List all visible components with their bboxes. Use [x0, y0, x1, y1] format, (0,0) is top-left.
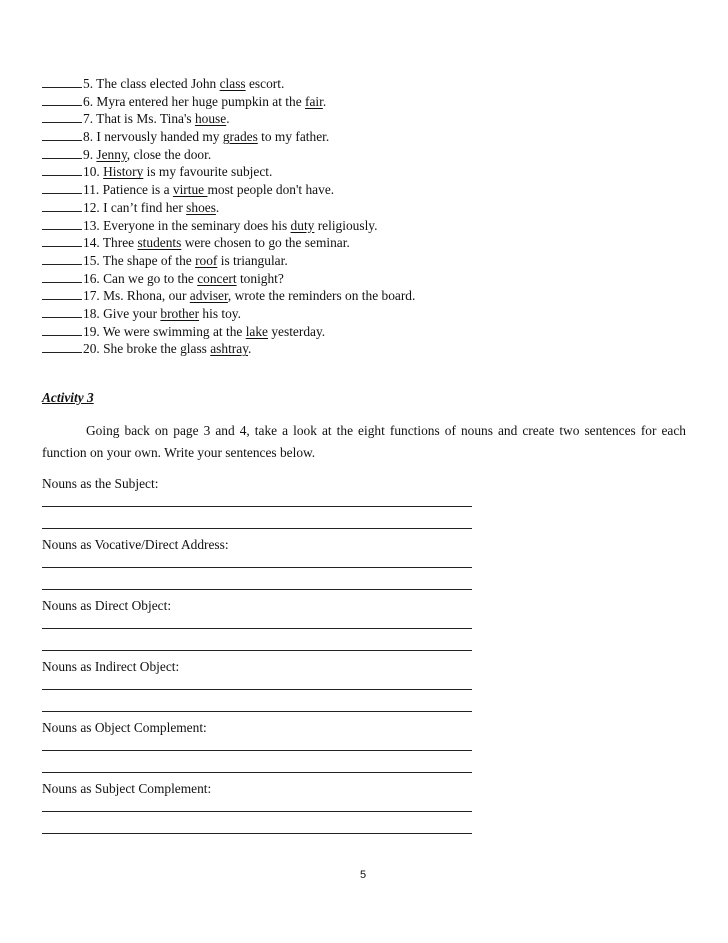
page-number: 5	[360, 869, 367, 881]
exercise-item: 12. I can’t find her shoes.	[42, 199, 692, 217]
section-label: Nouns as the Subject:	[42, 476, 159, 491]
writing-line[interactable]	[42, 750, 472, 751]
underlined-noun: lake	[245, 323, 269, 339]
exercise-item: 15. The shape of the roof is triangular.	[42, 252, 692, 270]
writing-line[interactable]	[42, 506, 472, 507]
writing-line[interactable]	[42, 833, 472, 834]
sentence-sections	[42, 475, 472, 841]
exercise-item: 18. Give your brother his toy.	[42, 305, 692, 323]
underlined-noun: fair	[305, 93, 323, 109]
section-label: Nouns as Direct Object:	[42, 598, 172, 613]
exercise-item: 9. Jenny, close the door.	[42, 146, 692, 164]
answer-blank[interactable]	[42, 323, 82, 336]
section-label: Nouns as Subject Complement:	[42, 781, 212, 796]
writing-line[interactable]	[42, 650, 472, 651]
writing-line[interactable]	[42, 772, 472, 773]
exercise-item: 6. Myra entered her huge pumpkin at the fair.	[42, 93, 692, 111]
section-object-complement	[42, 719, 472, 780]
exercise-item: 7. That is Ms. Tina's house.	[42, 110, 692, 128]
underlined-noun: concert	[197, 270, 237, 286]
exercise-item: 11. Patience is a virtue most people don't have.	[42, 181, 692, 199]
exercise-item: 13. Everyone in the seminary does his duty religiously.	[42, 217, 692, 235]
answer-blank[interactable]	[42, 340, 82, 353]
section-label: Nouns as Vocative/Direct Address:	[42, 537, 229, 552]
section-direct-object	[42, 597, 472, 658]
answer-blank[interactable]	[42, 287, 82, 300]
exercise-item: 20. She broke the glass ashtray.	[42, 340, 692, 358]
activity-title: Activity 3	[42, 390, 94, 405]
answer-blank[interactable]	[42, 93, 82, 106]
exercise-item: 14. Three students were chosen to go the seminar.	[42, 234, 692, 252]
exercise-item: 8. I nervously handed my grades to my father.	[42, 128, 692, 146]
writing-line[interactable]	[42, 528, 472, 529]
section-subject	[42, 475, 472, 536]
answer-blank[interactable]	[42, 270, 82, 283]
section-subject-complement	[42, 780, 472, 841]
answer-blank[interactable]	[42, 128, 82, 141]
underlined-noun: History	[103, 164, 144, 180]
underlined-noun: class	[219, 76, 246, 91]
activity-instructions: Going back on page 3 and 4, take a look at the eight functions of nouns and create two sentences for each function on your own. Write your sentences below.	[42, 423, 686, 460]
answer-blank[interactable]	[42, 234, 82, 247]
writing-line[interactable]	[42, 811, 472, 812]
answer-blank[interactable]	[42, 110, 82, 123]
writing-line[interactable]	[42, 711, 472, 712]
underlined-noun: ashtray	[210, 341, 249, 357]
section-label: Nouns as Indirect Object:	[42, 659, 180, 674]
underlined-noun: shoes	[186, 199, 216, 215]
underlined-noun: Jenny	[96, 146, 127, 162]
answer-blank[interactable]	[42, 75, 82, 88]
answer-blank[interactable]	[42, 199, 82, 212]
answer-blank[interactable]	[42, 252, 82, 265]
section-indirect-object	[42, 658, 472, 719]
underlined-noun: grades	[222, 129, 258, 145]
exercise-item: 17. Ms. Rhona, our adviser, wrote the reminders on the board.	[42, 287, 692, 305]
answer-blank[interactable]	[42, 305, 82, 318]
underlined-noun: brother	[160, 305, 200, 321]
answer-blank[interactable]	[42, 217, 82, 230]
writing-line[interactable]	[42, 689, 472, 690]
exercise-item: 16. Can we go to the concert tonight?	[42, 270, 692, 288]
underlined-noun: duty	[290, 217, 315, 233]
section-vocative	[42, 536, 472, 597]
section-label: Nouns as Object Complement:	[42, 720, 207, 735]
exercise-item: 10. History is my favourite subject.	[42, 163, 692, 181]
exercise-item: 19. We were swimming at the lake yesterday.	[42, 323, 692, 341]
underlined-noun: virtue	[172, 182, 208, 198]
underlined-noun: students	[137, 235, 182, 251]
underlined-noun: roof	[195, 252, 218, 268]
writing-line[interactable]	[42, 589, 472, 590]
answer-blank[interactable]	[42, 146, 82, 159]
writing-line[interactable]	[42, 567, 472, 568]
writing-line[interactable]	[42, 628, 472, 629]
answer-blank[interactable]	[42, 181, 82, 194]
answer-blank[interactable]	[42, 163, 82, 176]
exercise-item: 5. The class elected John class escort.	[42, 75, 692, 93]
underlined-noun: house	[194, 111, 227, 127]
exercise-items	[42, 75, 692, 358]
underlined-noun: adviser	[189, 288, 228, 304]
